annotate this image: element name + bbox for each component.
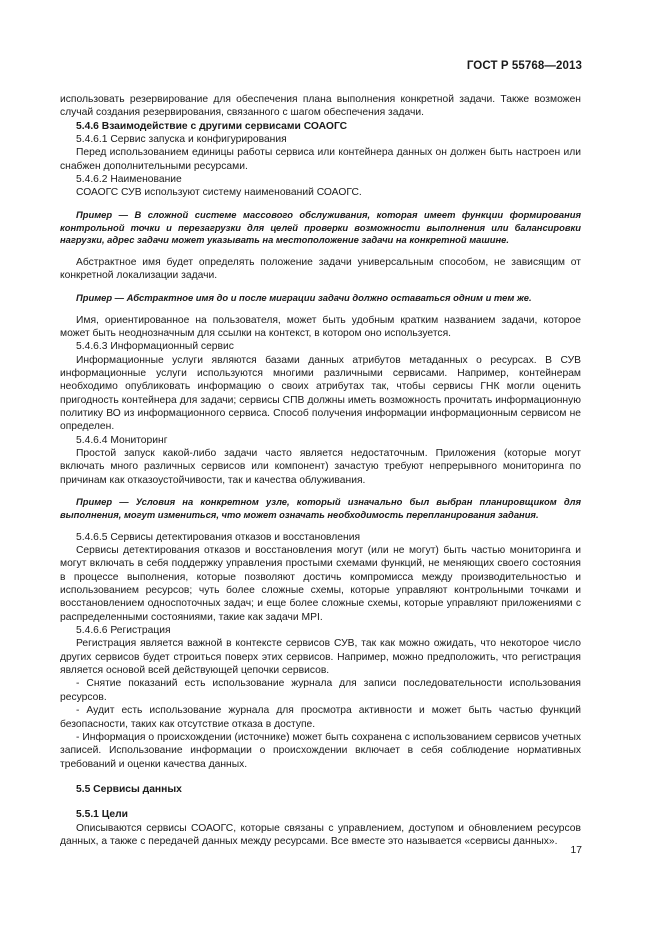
paragraph-data-services: Описываются сервисы СОАОГС, которые связаны с управлением, доступом и обновлением ресурсов данных, а также с передачей данных между ресурсами. Все вместе это называется «сервисы данных».: [60, 822, 581, 847]
document-body: [60, 93, 581, 848]
list-item-metering: - Снятие показаний есть использование журнала для записи последовательности использования ресурсов.: [60, 678, 581, 703]
paragraph-naming: СОАОГС СУВ используют систему наименований СОАОГС.: [76, 187, 362, 199]
subsection-heading-5-4-6-4: 5.4.6.4 Мониторинг: [76, 434, 168, 446]
paragraph-information-service: Информационные услуги являются базами данных атрибутов метаданных о ресурсах. В СУВ информационные услуги используются многими различными сервисами. Например, контейнерам необходимо опубликовать информацию о своих атрибутах так, чтобы сервисы ГНК могли оценить пригодность контейнера для задачи; сервисы СПВ должны иметь возможность прочитать информационную политику ВО из информационного сервиса. Способ получения информации информационным сервисом не определен.: [60, 354, 581, 433]
example-checkpoint: Пример — В сложной системе массового обслуживания, которая имеет функции формирования контрольной точки и перезагрузки для целей проверки возможности выполнения или балансировки нагрузки, адрес задачи может указывать на местоположение задачи на конкретной машине.: [60, 208, 581, 246]
paragraph-fault-detection: Сервисы детектирования отказов и восстановления могут (или не могут) быть частью мониторинга и могут включать в себя поддержку управления простыми схемами функций, не меняющих своего состояния в процессе выполнения, которые позволяют достичь компромисса между производительностью и использованием ресурсов; чуть более сложные схемы, которые управляют контрольными точками и восстановлением односпоточных задач; и еще более сложные схемы, которые управляют приложениями с распределенными состояниями, такие как задачи MPI.: [60, 545, 581, 623]
subsection-heading-5-4-6-1: 5.4.6.1 Сервис запуска и конфигурирования: [76, 134, 287, 146]
list-item-audit: - Аудит есть использование журнала для просмотра активности и может быть частью функций безопасности, таких как отсутствие отказа в доступе.: [60, 705, 581, 730]
list-item-provenance: - Информация о происхождении (источнике) может быть сохранена с использованием сервисов учетных записей. Использование информации о происхождении включает в себя соблюдение нормативных требований и оценки качества данных.: [60, 731, 581, 770]
subsection-heading-5-4-6-2: 5.4.6.2 Наименование: [76, 174, 182, 186]
subsection-heading-5-4-6-6: 5.4.6.6 Регистрация: [76, 625, 171, 637]
paragraph-configuration: Перед использованием единицы работы сервиса или контейнера данных он должен быть настроен или снабжен дополнительными ресурсами.: [60, 147, 581, 172]
section-heading-5-4-6: 5.4.6 Взаимодействие с другими сервисами СОАОГС: [76, 120, 348, 132]
subsection-heading-5-4-6-5: 5.4.6.5 Сервисы детектирования отказов и восстановления: [76, 531, 361, 543]
paragraph-abstract-name: Абстрактное имя будет определять положение задачи универсальным способом, не зависящим от конкретной локализации задачи.: [60, 257, 581, 282]
example-rescheduling: Пример — Условия на конкретном узле, который изначально был выбран планировщиком для выполнения, могут измениться, что может означать необходимость перепланирования задания.: [60, 496, 581, 520]
page-number: 17: [570, 845, 582, 856]
section-heading-5-5: 5.5 Сервисы данных: [76, 783, 182, 795]
paragraph-continuation: использовать резервирование для обеспечения плана выполнения конкретной задачи. Также возможен случай создания резервирования, связанного с шагом обеспечения задачи.: [60, 94, 581, 119]
paragraph-registration: Регистрация является важной в контексте сервисов СУВ, так как можно ожидать, что некоторое число других сервисов будет строиться поверх этих сервисов. Например, можно предположить, что регистрация является основой всей действующей цепочки сервисов.: [60, 638, 581, 677]
document-standard-code: ГОСТ Р 55768—2013: [466, 60, 582, 72]
subsection-heading-5-4-6-3: 5.4.6.3 Информационный сервис: [76, 341, 234, 353]
example-migration: Пример — Абстрактное имя до и после миграции задачи должно оставаться одним и тем же.: [76, 291, 532, 303]
subsection-heading-5-5-1: 5.5.1 Цели: [76, 809, 129, 821]
paragraph-user-name: Имя, ориентированное на пользователя, может быть удобным кратким названием задачи, которое может быть неоднозначным для ссылки на контекст, в котором оно используется.: [60, 314, 581, 339]
paragraph-monitoring: Простой запуск какой-либо задачи часто является недостаточным. Приложения (которые могут включать много различных сервисов или компонент) зачастую требуют непрерывного мониторинга по причинам как отказоустойчивости, так и качества облуживания.: [60, 448, 581, 486]
